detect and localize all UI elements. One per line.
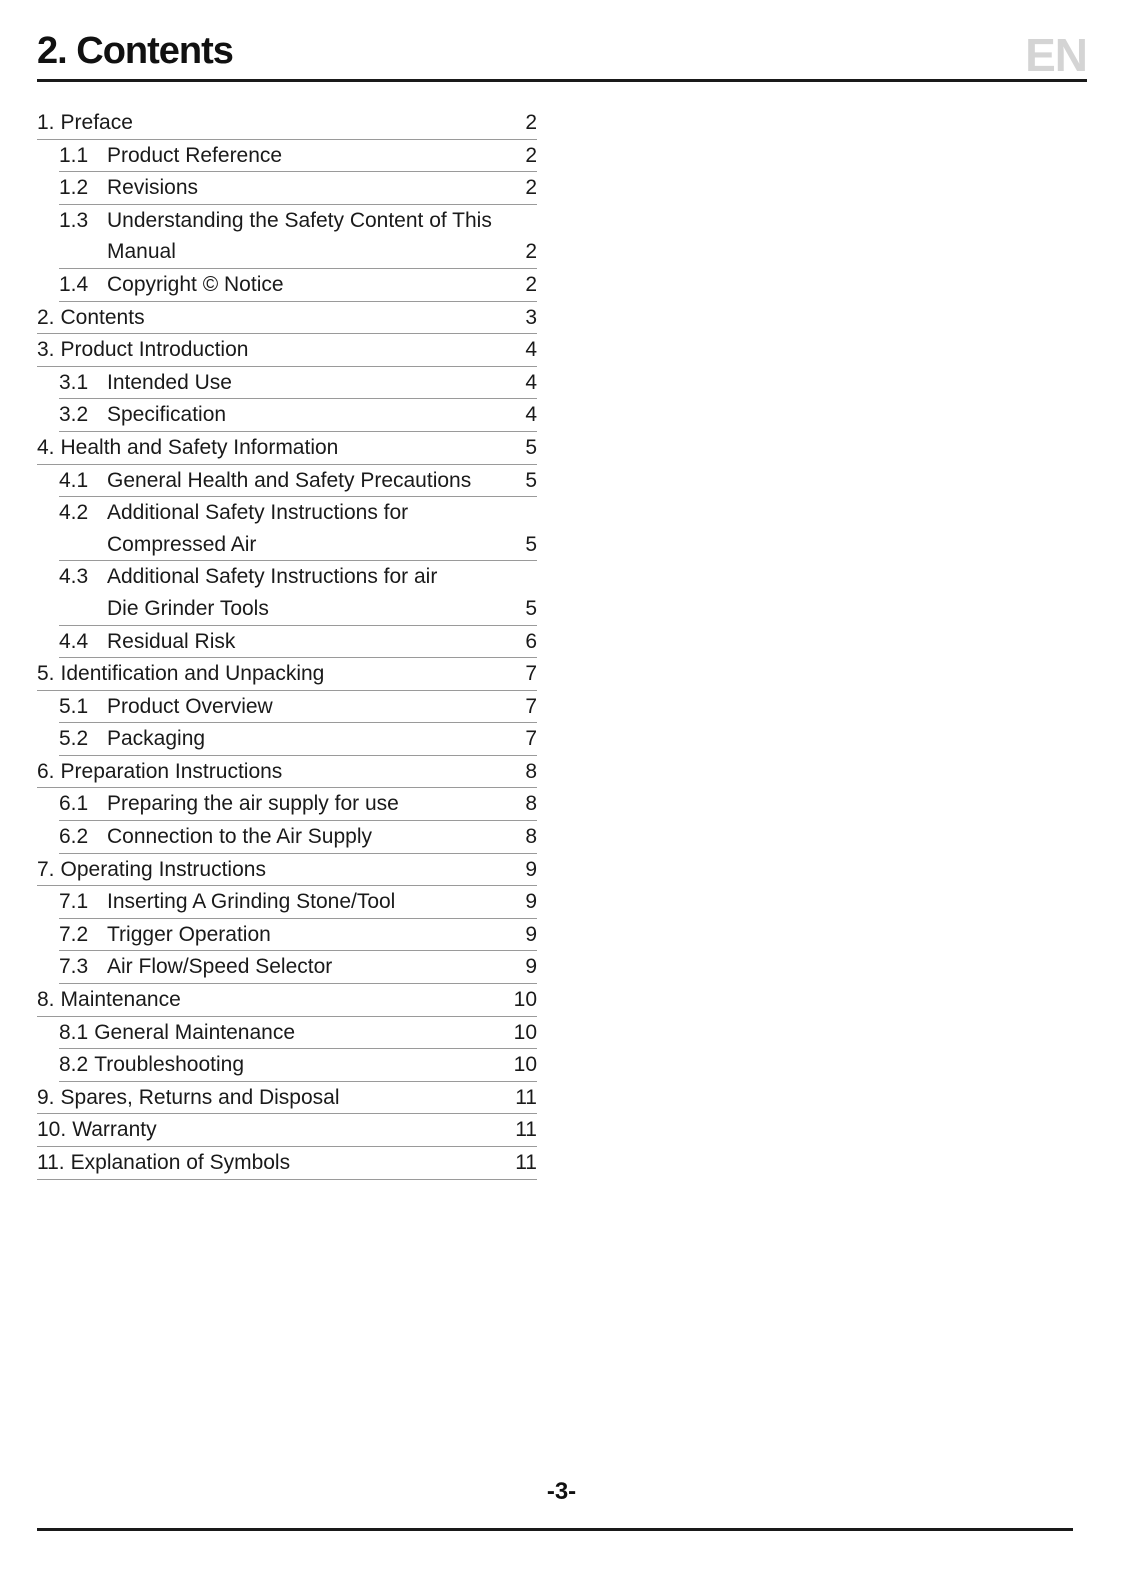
- toc-entry-text: [59, 886, 507, 918]
- toc-entry-number: 5.1: [59, 694, 89, 718]
- toc-entry-page: 4: [525, 403, 537, 427]
- toc-entry-page: 10: [513, 1020, 537, 1044]
- toc-entry-page: 11: [515, 1151, 537, 1174]
- toc-entry-number: 3.: [37, 338, 55, 362]
- toc-entry-title: General Maintenance: [94, 1020, 295, 1044]
- toc-entry[interactable]: [59, 205, 537, 269]
- toc-entry-title: Preparation Instructions: [60, 759, 283, 783]
- toc-entry-number: 8.2: [59, 1053, 89, 1077]
- toc-entry-number: 7.: [37, 857, 55, 881]
- toc-entry[interactable]: [37, 1147, 537, 1180]
- toc-entry-page: 2: [525, 176, 537, 200]
- toc-entry-title: Explanation of Symbols: [70, 1151, 291, 1174]
- toc-entry[interactable]: [59, 140, 537, 173]
- toc-entry-number: 3.1: [59, 370, 89, 394]
- toc-entry-page: 10: [513, 988, 537, 1012]
- toc-entry-page: 5: [525, 435, 537, 459]
- toc-entry-text: [59, 788, 507, 820]
- toc-entry-text: [59, 561, 507, 624]
- toc-entry-text: [37, 432, 507, 464]
- toc-entry-text: [59, 691, 507, 723]
- toc-entry-text: [37, 334, 507, 366]
- toc-entry-title: Identification and Unpacking: [60, 662, 325, 686]
- table-of-contents: [37, 107, 537, 1180]
- toc-entry-page: 5: [525, 596, 537, 620]
- toc-entry[interactable]: [59, 399, 537, 432]
- toc-entry[interactable]: [37, 302, 537, 335]
- toc-entry-page: 4: [525, 370, 537, 394]
- toc-entry-number: 6.1: [59, 792, 89, 816]
- toc-entry-title: Product Overview: [107, 694, 273, 718]
- toc-entry-page: 2: [525, 143, 537, 167]
- toc-entry[interactable]: [37, 756, 537, 789]
- page-number: -3-: [546, 1478, 577, 1505]
- toc-entry-number: 3.2: [59, 403, 89, 427]
- toc-entry-page: 5: [525, 468, 537, 492]
- toc-entry[interactable]: [59, 561, 537, 625]
- toc-entry-title: Specification: [107, 403, 227, 427]
- toc-entry-number: 10.: [37, 1118, 67, 1142]
- toc-entry-number: 11.: [37, 1151, 65, 1174]
- toc-entry-title: Product Reference: [107, 143, 283, 167]
- toc-entry[interactable]: [59, 951, 537, 984]
- toc-entry-number: 7.3: [59, 955, 89, 979]
- toc-entry-title: Operating Instructions: [60, 857, 266, 881]
- toc-entry-title: Preparing the air supply for use: [107, 792, 399, 816]
- toc-entry-title: Preface: [60, 111, 133, 134]
- toc-entry-number: 4.4: [59, 629, 89, 653]
- toc-entry-page: 9: [525, 890, 537, 914]
- toc-entry-page: 2: [525, 272, 537, 296]
- toc-entry-title: Additional Safety Instructions for Compressed Air: [107, 501, 409, 556]
- toc-entry[interactable]: [59, 886, 537, 919]
- toc-entry-title: General Health and Safety Precautions: [107, 468, 472, 492]
- toc-entry-number: 5.: [37, 662, 55, 686]
- toc-entry-title: Product Introduction: [60, 338, 249, 362]
- toc-entry-text: [59, 205, 507, 268]
- toc-entry-number: 7.1: [59, 890, 89, 914]
- toc-entry-text: [59, 172, 507, 204]
- toc-entry-number: 8.1: [59, 1020, 89, 1044]
- toc-entry[interactable]: [59, 1049, 537, 1082]
- toc-entry-title: Understanding the Safety Content of This Manual: [107, 208, 492, 264]
- toc-entry-page: 2: [525, 240, 537, 264]
- toc-entry-text: [59, 821, 507, 853]
- toc-entry[interactable]: [59, 1017, 537, 1050]
- toc-entry[interactable]: [37, 1082, 537, 1115]
- toc-entry-number: 4.2: [59, 501, 89, 525]
- toc-entry-page: 9: [525, 955, 537, 979]
- toc-entry[interactable]: [37, 432, 537, 465]
- toc-entry-text: [37, 107, 507, 139]
- toc-entry-title: Trigger Operation: [107, 922, 271, 946]
- toc-entry[interactable]: [37, 854, 537, 887]
- toc-entry-page: 8: [525, 792, 537, 816]
- toc-entry-title: Maintenance: [60, 988, 181, 1012]
- toc-entry-title: Revisions: [107, 176, 199, 200]
- toc-entry-title: Intended Use: [107, 370, 232, 394]
- toc-entry-text: [59, 367, 507, 399]
- toc-entry-title: Additional Safety Instructions for air Die Grinder Tools: [107, 565, 438, 620]
- language-badge: EN: [1025, 29, 1087, 81]
- toc-entry-number: 7.2: [59, 922, 89, 946]
- toc-entry-text: [37, 1082, 507, 1114]
- toc-entry[interactable]: [59, 723, 537, 756]
- toc-entry-text: [59, 626, 507, 658]
- toc-entry-number: 1.3: [59, 208, 89, 232]
- toc-entry-text: [59, 497, 507, 560]
- toc-entry-page: 8: [525, 825, 537, 849]
- toc-entry-page: 3: [525, 305, 537, 329]
- toc-entry-title: Residual Risk: [107, 629, 236, 653]
- toc-entry-page: 6: [525, 629, 537, 653]
- toc-entry-page: 5: [525, 532, 537, 556]
- toc-entry-title: Packaging: [107, 727, 206, 751]
- toc-entry-number: 1.: [37, 111, 55, 134]
- toc-entry-text: [59, 1017, 507, 1049]
- toc-entry[interactable]: [59, 788, 537, 821]
- toc-entry-number: 1.1: [59, 143, 89, 167]
- toc-entry-number: 9.: [37, 1085, 55, 1109]
- toc-entry-text: [59, 951, 507, 983]
- toc-entry-title: Contents: [60, 305, 145, 329]
- toc-entry-text: [59, 140, 507, 172]
- toc-entry-text: [37, 658, 507, 690]
- toc-entry-title: Troubleshooting: [94, 1053, 245, 1077]
- toc-entry-number: 6.: [37, 759, 55, 783]
- toc-entry-text: [37, 302, 507, 334]
- toc-entry[interactable]: [37, 1114, 537, 1147]
- toc-entry-number: 6.2: [59, 825, 89, 849]
- toc-entry-text: [37, 984, 507, 1016]
- toc-entry[interactable]: [37, 658, 537, 691]
- toc-entry-title: Copyright © Notice: [107, 272, 284, 296]
- toc-entry-text: [37, 756, 507, 788]
- toc-entry-number: 4.3: [59, 565, 89, 589]
- toc-entry-title: Connection to the Air Supply: [107, 825, 373, 849]
- toc-entry-page: 11: [515, 1118, 537, 1142]
- toc-entry-page: 7: [525, 694, 537, 718]
- toc-entry-number: 1.2: [59, 176, 89, 200]
- toc-entry[interactable]: [59, 269, 537, 302]
- toc-entry-text: [59, 1049, 507, 1081]
- toc-entry-text: [37, 854, 507, 886]
- toc-entry-text: [37, 1114, 507, 1146]
- toc-entry[interactable]: [59, 626, 537, 659]
- toc-entry[interactable]: [59, 465, 537, 498]
- toc-entry-number: 1.4: [59, 272, 89, 296]
- toc-entry-page: 7: [525, 727, 537, 751]
- toc-entry-number: 2.: [37, 305, 55, 329]
- toc-entry[interactable]: [59, 821, 537, 854]
- footer-divider: [37, 1528, 1073, 1531]
- toc-entry[interactable]: [59, 919, 537, 952]
- toc-entry-page: 7: [525, 662, 537, 686]
- toc-entry-number: 5.2: [59, 727, 89, 751]
- toc-entry-text: [59, 269, 507, 301]
- toc-entry-page: 8: [525, 759, 537, 783]
- page-header: [37, 26, 1087, 82]
- toc-entry-text: [59, 465, 507, 497]
- toc-entry-number: 4.: [37, 435, 55, 459]
- toc-entry-title: Spares, Returns and Disposal: [60, 1085, 340, 1109]
- toc-entry-number: 8.: [37, 988, 55, 1012]
- page-title: 2. Contents: [37, 30, 233, 72]
- toc-entry-page: 10: [513, 1053, 537, 1077]
- toc-entry[interactable]: [59, 497, 537, 561]
- toc-entry-number: 4.1: [59, 468, 89, 492]
- toc-entry[interactable]: [37, 984, 537, 1017]
- toc-entry[interactable]: [59, 367, 537, 400]
- toc-entry-page: 2: [525, 111, 537, 134]
- toc-entry-text: [37, 1147, 507, 1179]
- toc-entry[interactable]: [37, 107, 537, 140]
- toc-entry-title: Inserting A Grinding Stone/Tool: [107, 890, 396, 914]
- toc-entry-page: 11: [515, 1085, 537, 1109]
- toc-entry[interactable]: [37, 334, 537, 367]
- toc-entry-title: Air Flow/Speed Selector: [107, 955, 333, 979]
- toc-entry[interactable]: [59, 172, 537, 205]
- toc-entry-title: Warranty: [72, 1118, 157, 1142]
- toc-entry-text: [59, 723, 507, 755]
- toc-entry[interactable]: [59, 691, 537, 724]
- toc-entry-title: Health and Safety Information: [60, 435, 339, 459]
- toc-entry-text: [59, 399, 507, 431]
- toc-entry-page: 4: [525, 338, 537, 362]
- toc-entry-page: 9: [525, 857, 537, 881]
- toc-entry-text: [59, 919, 507, 951]
- toc-entry-page: 9: [525, 922, 537, 946]
